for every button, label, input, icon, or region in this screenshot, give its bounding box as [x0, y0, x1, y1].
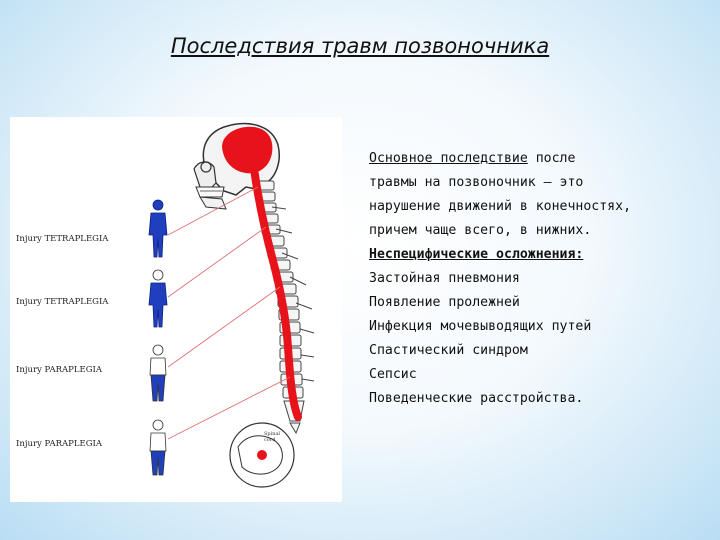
svg-text:Spinal: Spinal: [264, 431, 281, 437]
person-icon-3: [150, 345, 166, 401]
injury-label-3: Injury PARAPLEGIA: [16, 365, 102, 375]
svg-text:cord: cord: [264, 437, 276, 443]
complication-item: Спастический синдром: [369, 343, 528, 358]
cord-cross-section-icon: [230, 423, 294, 487]
intro-line: [369, 147, 719, 171]
complication-item: Сепсис: [369, 367, 417, 382]
intro-underlined: Основное последствие: [369, 151, 528, 166]
slide-title: Последствия травм позвоночника: [170, 34, 550, 58]
injury-label-1: Injury TETRAPLEGIA: [16, 234, 109, 244]
text-line-2: травмы на позвоночник — это: [369, 175, 584, 190]
text-line-4: причем чаще всего, в нижних.: [369, 223, 592, 238]
complication-item: Появление пролежней: [369, 295, 520, 310]
complications-heading: Неспецифические осложнения:: [369, 247, 584, 262]
intro-rest: после: [527, 151, 576, 166]
complication-item: Инфекция мочевыводящих путей: [369, 319, 592, 334]
text-line-3: нарушение движений в конечностях,: [369, 199, 632, 214]
injury-label-2: Injury TETRAPLEGIA: [16, 297, 109, 307]
complication-item: Поведенческие расстройства.: [369, 391, 584, 406]
injury-label-4: Injury PARAPLEGIA: [16, 439, 102, 449]
spine-injury-illustration: [10, 117, 342, 502]
person-icon-2: [149, 270, 167, 327]
complication-item: Застойная пневмония: [369, 271, 520, 286]
consequences-text: [369, 147, 719, 411]
person-icon-1: [149, 200, 167, 257]
person-icon-4: [150, 420, 166, 475]
